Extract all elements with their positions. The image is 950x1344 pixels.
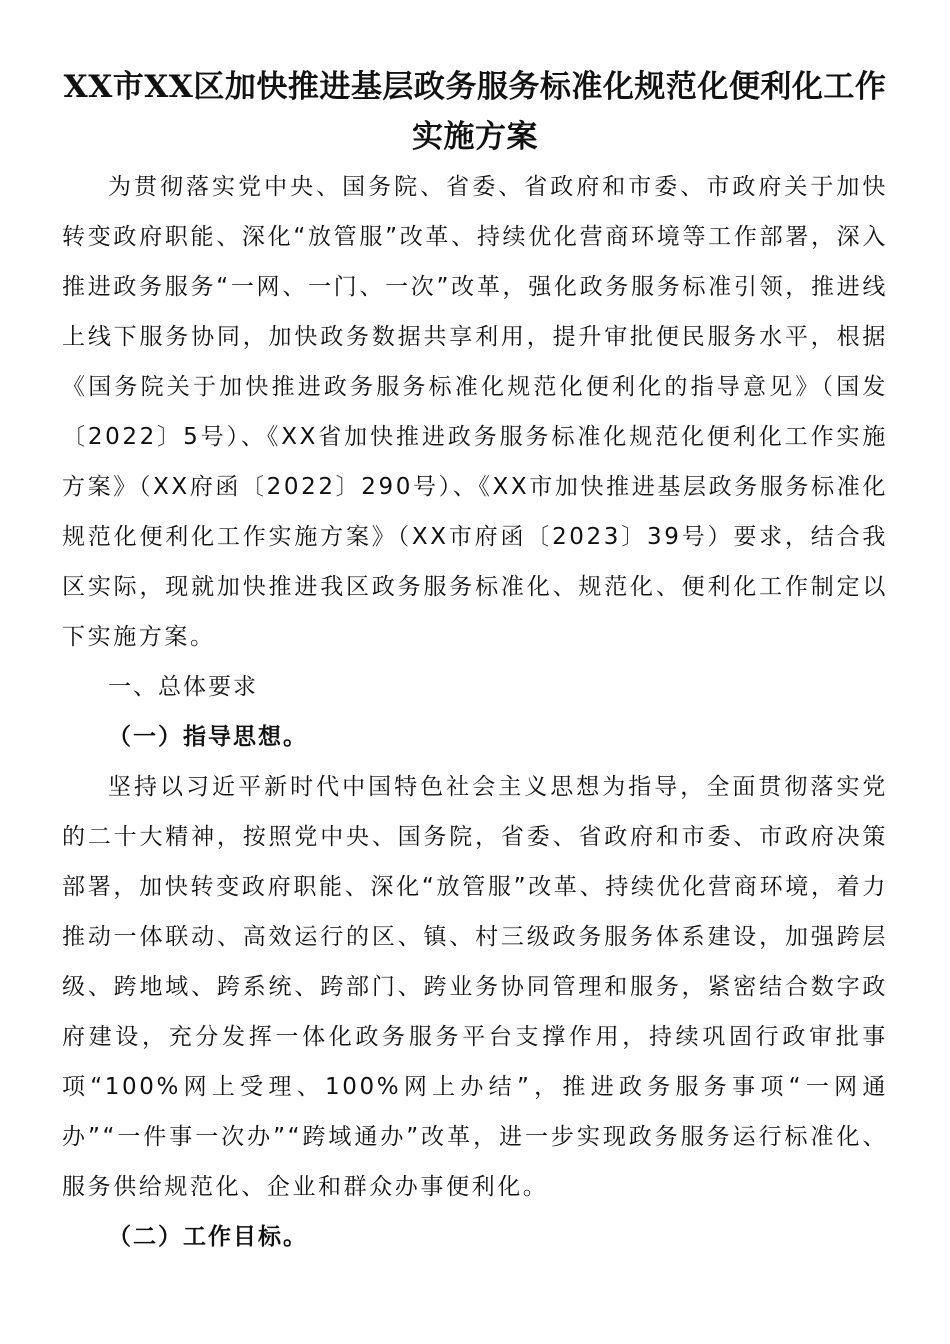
guiding-ideology-paragraph: 坚持以习近平新时代中国特色社会主义思想为指导，全面贯彻落实党的二十大精神，按照党中央、国务院，省委、省政府和市委、市政府决策部署，加快转变政府职能、深化“放管服”改革、持续优化营商环境，着力推动一体联动、高效运行的区、镇、村三级政务服务体系建设，加强跨层级、跨地域、跨系统、跨部门、跨业务协同管理和服务，紧密结合数字政府建设，充分发挥一体化政务服务平台支撑作用，持续巩固行政审批事项“100%网上受理、100%网上办结”，推进政务服务事项“一网通办”“一件事一次办”“跨域通办”改革，进一步实现政务服务运行标准化、服务供给规范化、企业和群众办事便利化。 xyxy=(62,774,888,1200)
subsection-heading-guiding-ideology: （一）指导思想。 xyxy=(108,724,308,750)
intro-paragraph: 为贯彻落实党中央、国务院、省委、省政府和市委、市政府关于加快转变政府职能、深化“放管服”改革、持续优化营商环境等工作部署，深入推进政务服务“一网、一门、一次”改革，强化政务服务标准引领，推进线上线下服务协同，加快政务数据共享利用，提升审批便民服务水平，根据《国务院关于加快推进政务服务标准化规范化便利化的指导意见》（国发〔2022〕5号）、《XX省加快推进政务服务标准化规范化便利化工作实施方案》（XX府函〔2022〕290号）、《XX市加快推进基层政务服务标准化规范化便利化工作实施方案》（XX市府函〔2023〕39号）要求，结合我区实际，现就加快推进我区政务服务标准化、规范化、便利化工作制定以下实施方案。 xyxy=(62,174,888,650)
section-heading-overall-requirements: 一、总体要求 xyxy=(108,674,258,700)
document-title: XX市XX区加快推进基层政务服务标准化规范化便利化工作实施方案 xyxy=(63,69,887,155)
subsection-heading-work-goals: （二）工作目标。 xyxy=(108,1224,308,1250)
